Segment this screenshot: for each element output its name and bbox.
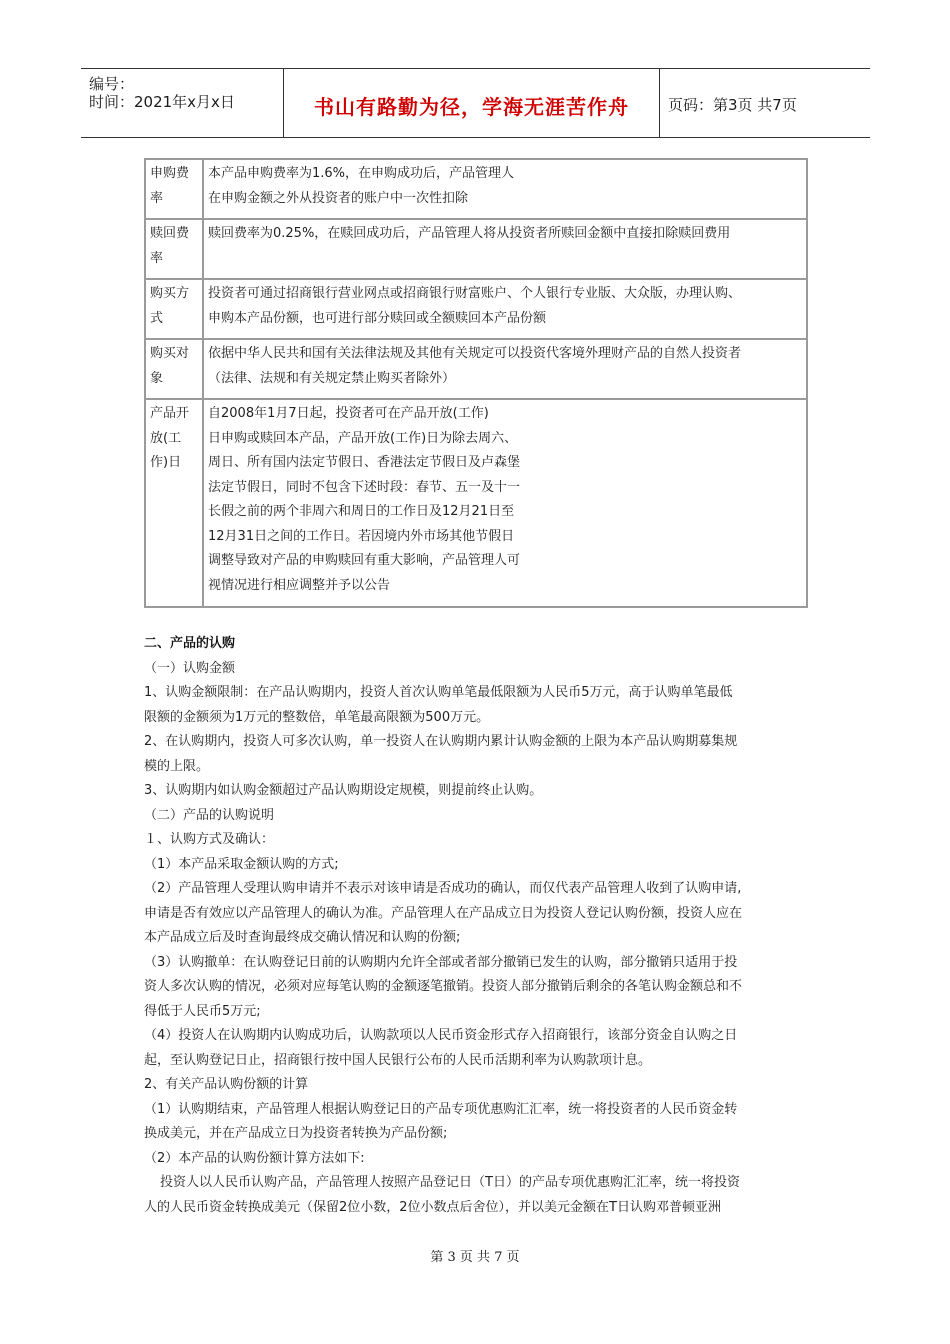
row-label: 赎回费率 [145, 219, 203, 279]
paragraph-line: 2、在认购期内，投资人可多次认购，单一投资人在认购期内累计认购金额的上限为本产品认购期募集规 [144, 734, 738, 749]
row-line: 投资者可通过招商银行营业网点或招商银行财富账户、个人银行专业版、大众版，办理认购、 [208, 286, 742, 301]
row-line: 本产品申购费率为1.6%，在申购成功后，产品管理人 [208, 166, 515, 181]
row-line: 调整导致对产品的申购赎回有重大影响，产品管理人可 [208, 553, 521, 568]
section-title: 二、产品的认购 [144, 636, 236, 651]
row-line: 长假之前的两个非周六和周日的工作日及12月21日至 [208, 504, 515, 519]
paragraph-line: （2）产品管理人受理认购申请并不表示对该申请是否成功的确认，而仅代表产品管理人收到了认购申请, [144, 881, 742, 896]
row-value [203, 279, 807, 339]
row-label: 申购费率 [145, 159, 203, 219]
paragraph-line: （3）认购撤单：在认购登记日前的认购期内允许全部或者部分撤销已发生的认购，部分撤销只适用于投 [144, 954, 738, 970]
row-value [203, 339, 807, 399]
table-row [145, 159, 807, 219]
row-line: 申购本产品份额，也可进行部分赎回或全额赎回本产品份额 [208, 310, 547, 326]
header-right-cell [660, 69, 870, 137]
paragraph-line: 模的上限。 [144, 758, 210, 774]
paragraph-line: （2）本产品的认购份额计算方法如下: [144, 1150, 365, 1166]
paragraph-line: 本产品成立后及时查询最终成交确认情况和认购的份额; [144, 930, 461, 945]
paragraph-line: 3、认购期内如认购金额超过产品认购期设定规模，则提前终止认购。 [144, 783, 543, 798]
row-label: 购买对象 [145, 339, 203, 399]
row-line: （法律、法规和有关规定禁止购买者除外） [208, 370, 456, 386]
subsection-title: （一）认购金额 [144, 660, 236, 676]
paragraph-line: （4）投资人在认购期内认购成功后，认购款项以人民币资金形式存入招商银行，该部分资金自认购之日 [144, 1028, 738, 1043]
header-left-cell [81, 69, 284, 137]
table-row [145, 279, 807, 339]
row-value [203, 219, 807, 279]
row-value [203, 159, 807, 219]
paragraph-line: 申请是否有效应以产品管理人的确认为准。产品管理人在产品成立日为投资人登记认购份额，投资人应在 [144, 905, 743, 921]
row-line: 视情况进行相应调整并予以公告 [208, 577, 391, 593]
row-line: 赎回费率为0.25%，在赎回成功后，产品管理人将从投资者所赎回金额中直接扣除赎回费用 [208, 226, 731, 241]
row-line: 在申购金额之外从投资者的账户中一次性扣除 [208, 190, 469, 206]
paragraph-line: 得低于人民币5万元; [144, 1003, 261, 1019]
page-header [81, 68, 870, 138]
paragraph-line: （1）本产品采取金额认购的方式; [144, 856, 339, 872]
paragraph-line: 1、认购金额限制：在产品认购期内，投资人首次认购单笔最低限额为人民币5万元，高于认购单笔最低 [144, 685, 733, 700]
table-row [145, 339, 807, 399]
paragraph-line: 限额的金额须为1万元的整数倍，单笔最高限额为500万元。 [144, 709, 490, 725]
subsection-title: （二）产品的认购说明 [144, 807, 275, 823]
row-line: 法定节假日，同时不包含下述时段：春节、五一及十一 [208, 479, 521, 495]
table-row [145, 399, 807, 607]
paragraph-line: 换成美元，并在产品成立日为投资者转换为产品份额; [144, 1126, 448, 1141]
row-label: 产品开放(工作)日 [145, 399, 203, 607]
paragraph-line: （1）认购期结束，产品管理人根据认购登记日的产品专项优惠购汇汇率，统一将投资者的人民币资金转 [144, 1101, 738, 1117]
row-line: 依据中华人民共和国有关法律法规及其他有关规定可以投资代客境外理财产品的自然人投资者 [208, 346, 742, 361]
header-center-cell [284, 69, 660, 137]
paragraph-line: 起，至认购登记日止，招商银行按中国人民银行公布的人民币活期利率为认购款项计息。 [144, 1052, 652, 1068]
row-line: 自2008年1月7日起，投资者可在产品开放(工作) [208, 406, 489, 421]
row-line: 12月31日之间的工作日。若因境内外市场其他节假日 [208, 528, 515, 544]
document-number-label: 编号： [89, 75, 135, 93]
row-line: 日申购或赎回本产品，产品开放(工作)日为除去周六、 [208, 430, 518, 446]
paragraph-line: 2、有关产品认购份额的计算 [144, 1077, 309, 1092]
page-footer: 第 3 页 共 7 页 [430, 1250, 520, 1265]
product-info-table [144, 158, 808, 608]
paragraph-line: １、认购方式及确认： [144, 832, 275, 847]
row-line: 周日、所有国内法定节假日、香港法定节假日及卢森堡 [208, 455, 521, 470]
header-motto: 书山有路勤为径，学海无涯苦作舟 [314, 95, 629, 119]
row-value [203, 399, 807, 607]
paragraph-line: 资人多次认购的情况，必须对应每笔认购的金额逐笔撤销。投资人部分撤销后剩余的各笔认购金额总和不 [144, 979, 743, 994]
header-page-label: 页码：第3页 共7页 [668, 96, 797, 114]
body-text [144, 632, 814, 1220]
paragraph-line: 人的人民币资金转换成美元（保留2位小数，2位小数点后舍位），并以美元金额在T日认购邓普顿亚洲 [144, 1199, 721, 1215]
paragraph-line: 投资人以人民币认购产品，产品管理人按照产品登记日（T日）的产品专项优惠购汇汇率，统一将投资 [160, 1175, 740, 1190]
document-date-label: 时间：2021年x月x日 [89, 93, 235, 111]
table-row [145, 219, 807, 279]
row-label: 购买方式 [145, 279, 203, 339]
